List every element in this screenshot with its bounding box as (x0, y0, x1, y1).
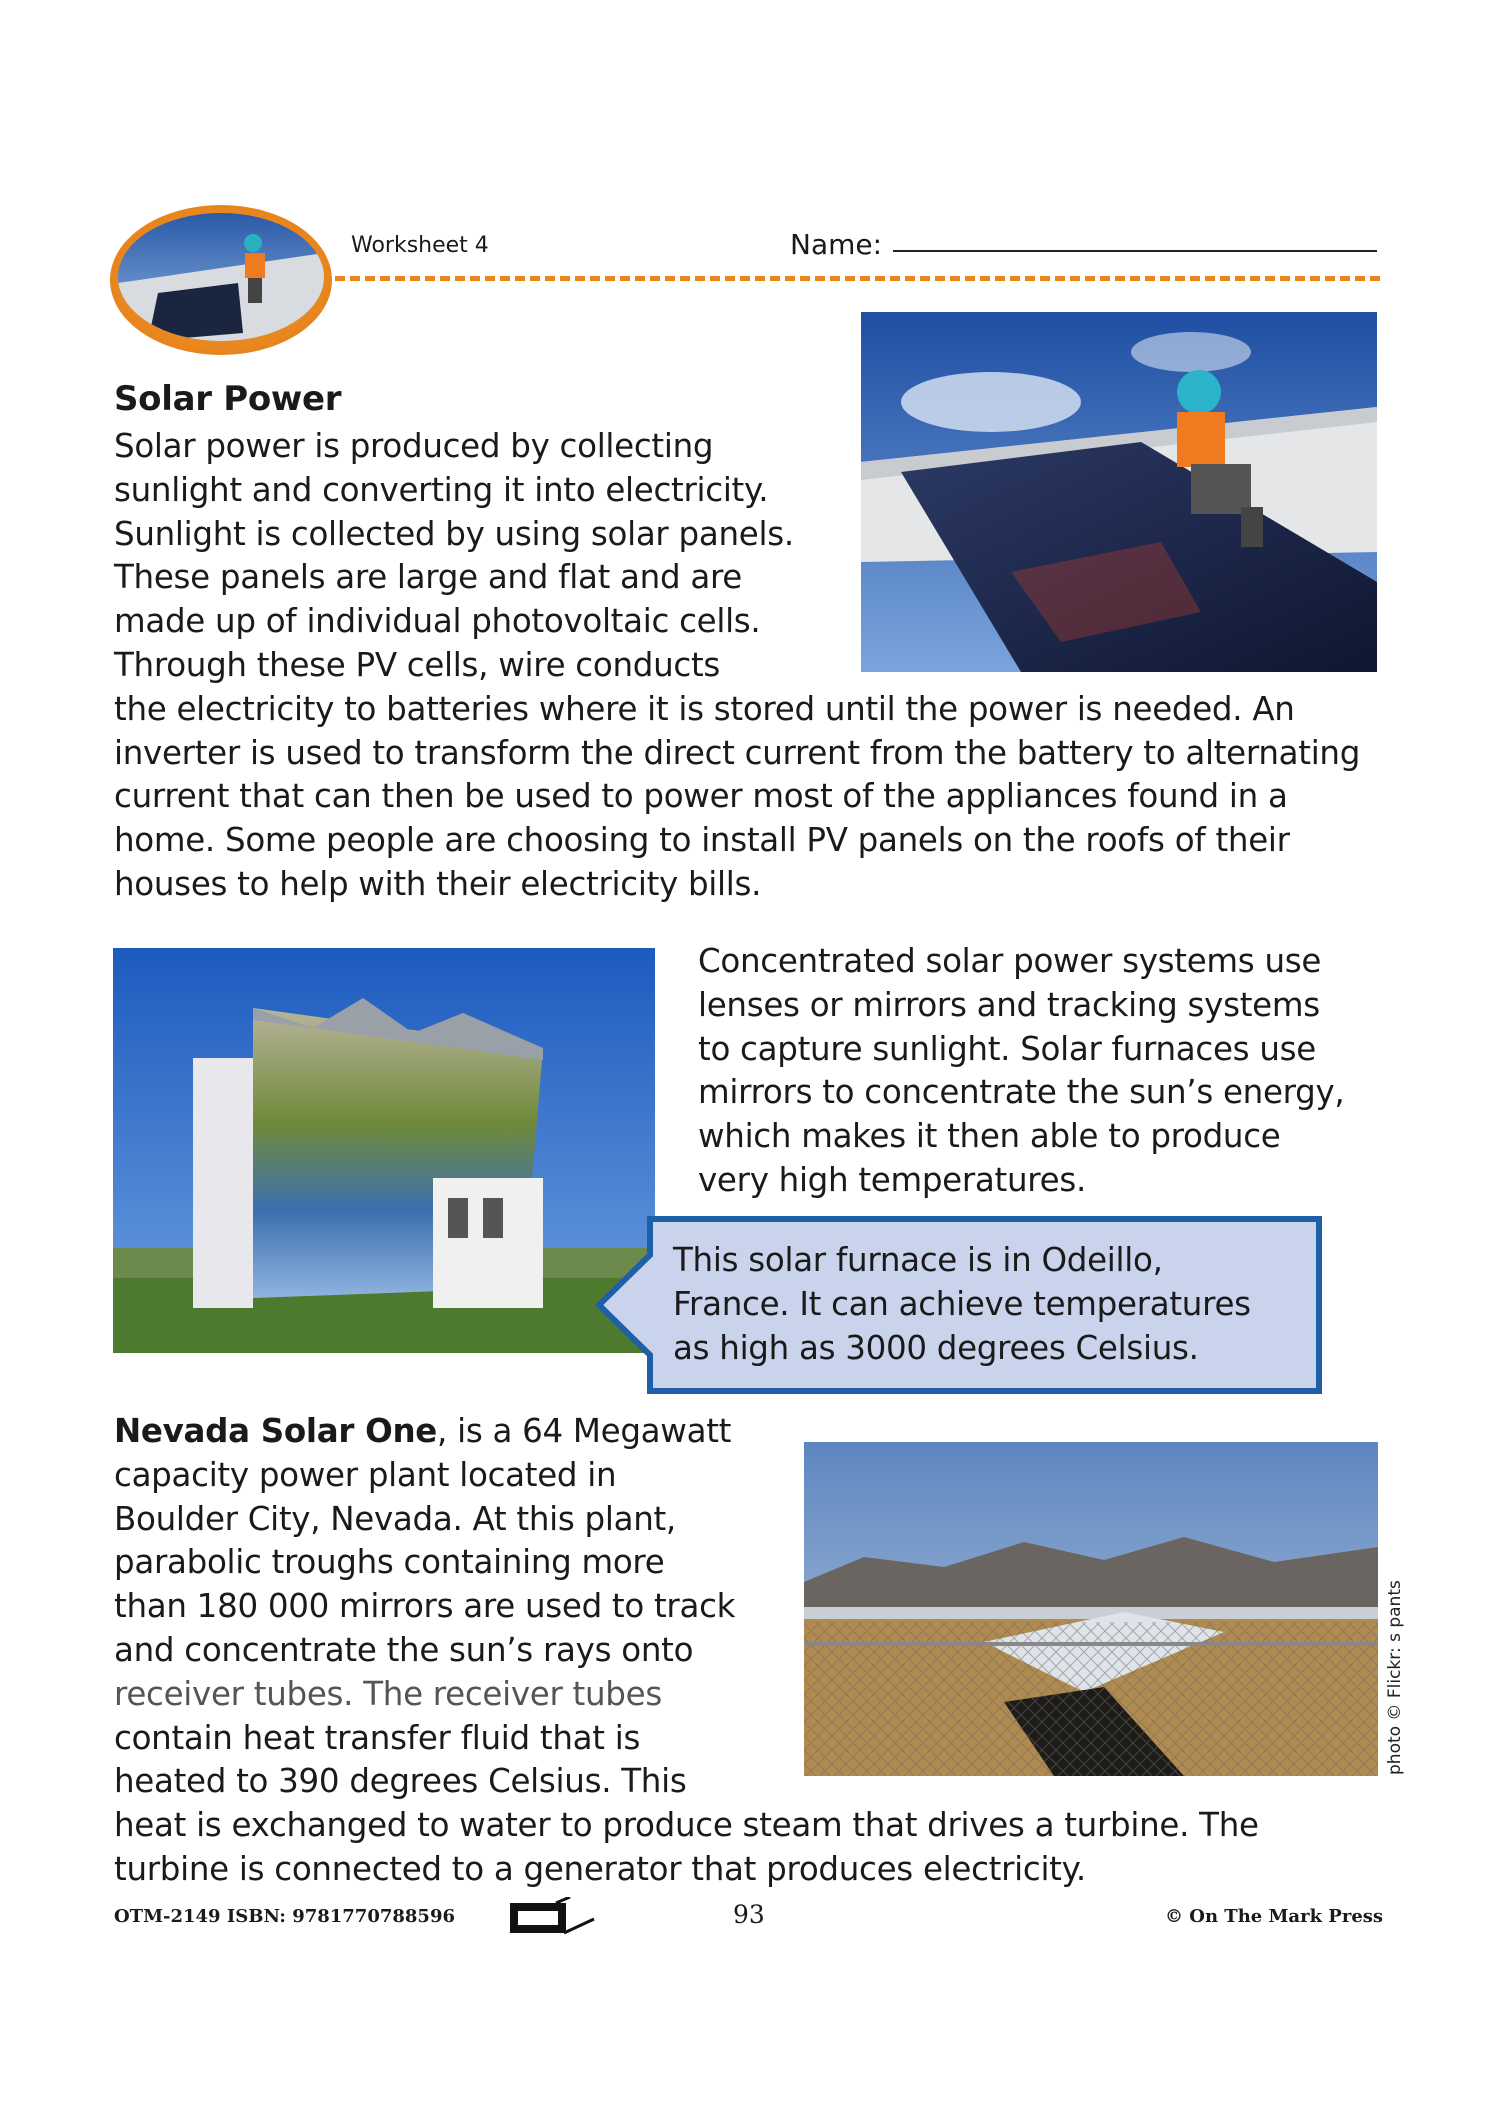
text-line: current that can then be used to power most of the appliances found in a (114, 777, 1288, 816)
text-line: very high temperatures. (698, 1160, 1086, 1199)
text-line: the electricity to batteries where it is stored until the power is needed. An (114, 689, 1295, 728)
text-line: parabolic troughs containing more (114, 1543, 665, 1582)
text-line: inverter is used to transform the direct current from the battery to alternating (114, 733, 1361, 772)
text-line: capacity power plant located in (114, 1455, 617, 1494)
odeillo-solar-furnace-photo (113, 948, 655, 1353)
name-label: Name: (790, 228, 883, 261)
text-line: lenses or mirrors and tracking systems (698, 985, 1320, 1024)
caption-line: This solar furnace is in Odeillo, (673, 1241, 1163, 1279)
section-heading: Solar Power (114, 379, 342, 419)
text-line: heat is exchanged to water to produce steam that drives a turbine. The (114, 1806, 1259, 1845)
text-line: and concentrate the sun’s rays onto (114, 1630, 694, 1669)
text-line: which makes it then able to produce (698, 1117, 1281, 1156)
footer-isbn: OTM-2149 ISBN: 9781770788596 (114, 1906, 456, 1927)
solar-panel-installer-photo (861, 312, 1377, 672)
text-line: heated to 390 degrees Celsius. This (114, 1762, 687, 1801)
caption-line: France. It can achieve temperatures (673, 1285, 1251, 1323)
text-line: sunlight and converting it into electricity. (114, 470, 769, 509)
worksheet-label: Worksheet 4 (351, 233, 489, 258)
page-number: 93 (733, 1900, 765, 1929)
text-line: mirrors to concentrate the sun’s energy, (698, 1073, 1345, 1112)
computer-icon (508, 1897, 598, 1937)
text-line: Solar power is produced by collecting (114, 427, 714, 465)
header-divider (335, 276, 1380, 281)
caption-line: as high as 3000 degrees Celsius. (673, 1329, 1199, 1367)
logo-photo (118, 213, 324, 341)
text-line: contain heat transfer fluid that is (114, 1718, 641, 1757)
footer-copyright: © On The Mark Press (1165, 1906, 1384, 1927)
text-line: Sunlight is collected by using solar panels. (114, 514, 794, 553)
text-line: houses to help with their electricity bills. (114, 864, 762, 903)
text-line: to capture sunlight. Solar furnaces use (698, 1029, 1316, 1068)
text-fragment: , is a 64 Megawatt (437, 1412, 732, 1450)
text-line: Concentrated solar power systems use (698, 942, 1322, 980)
photo-credit: photo © Flickr: s pants (1385, 1580, 1405, 1775)
nevada-solar-one-photo (804, 1442, 1378, 1776)
text-line: Boulder City, Nevada. At this plant, (114, 1499, 676, 1538)
text-line: receiver tubes. The receiver tubes (114, 1674, 662, 1713)
name-field-line[interactable] (893, 250, 1377, 252)
nevada-solar-one-term: Nevada Solar One (114, 1412, 438, 1450)
text-line: home. Some people are choosing to install PV panels on the roofs of their (114, 821, 1290, 860)
text-line: made up of individual photovoltaic cells. (114, 602, 761, 641)
callout-caption (673, 1238, 1251, 1370)
csp-paragraph (698, 940, 1344, 1203)
text-line: These panels are large and flat and are (114, 558, 742, 597)
text-line: turbine is connected to a generator that produces electricity. (114, 1849, 1086, 1888)
text-line: Through these PV cells, wire conducts (114, 645, 721, 684)
text-line: than 180 000 mirrors are used to track (114, 1587, 736, 1626)
